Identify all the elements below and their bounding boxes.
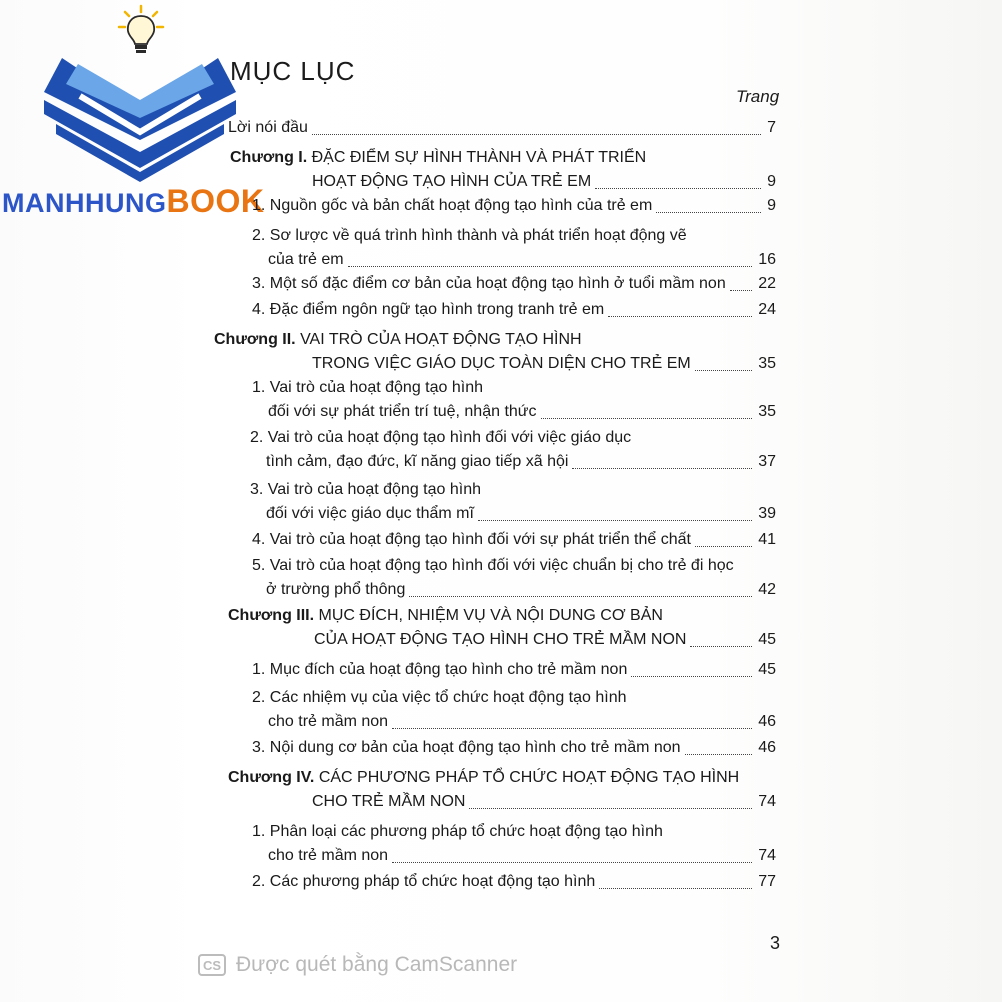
- chapter-heading: [228, 768, 776, 788]
- scanner-watermark: [198, 953, 517, 977]
- open-book-icon: [44, 58, 236, 182]
- toc-page-number: 16: [758, 251, 776, 268]
- toc-page-number: 42: [758, 581, 776, 598]
- toc-entry-title-continued: HOẠT ĐỘNG TẠO HÌNH CỦA TRẺ EM: [312, 173, 592, 190]
- dotted-leader: [690, 646, 752, 647]
- toc-entry-title: 2. Các phương pháp tổ chức hoạt động tạo hình: [252, 873, 596, 890]
- toc-entry-title: 2. Vai trò của hoạt động tạo hình đối với việc giáo dục: [250, 429, 632, 446]
- toc-entry: [252, 196, 776, 216]
- toc-entry: [252, 274, 776, 294]
- toc-entry: [252, 378, 776, 398]
- toc-page-number: 77: [758, 873, 776, 890]
- dotted-leader: [695, 370, 752, 371]
- toc-page-number: 35: [758, 355, 776, 372]
- toc-entry-title: 5. Vai trò của hoạt động tạo hình đối với việc chuẩn bị cho trẻ đi học: [252, 557, 734, 574]
- toc-entry-title: 1. Phân loại các phương pháp tổ chức hoạt động tạo hình: [252, 823, 663, 840]
- toc-entry: [250, 428, 776, 448]
- toc-entry: [252, 226, 776, 246]
- toc-entry-title-continued: đối với việc giáo dục thẩm mĩ: [266, 505, 474, 522]
- toc-entry-title: VAI TRÒ CỦA HOẠT ĐỘNG TẠO HÌNH: [300, 331, 582, 348]
- chapter-heading: [228, 606, 776, 626]
- toc-entry-title: 2. Sơ lược về quá trình hình thành và phát triển hoạt động vẽ: [252, 227, 687, 244]
- toc-entry-title: 1. Vai trò của hoạt động tạo hình: [252, 379, 483, 396]
- toc-entry: [252, 530, 776, 550]
- chapter-label: Chương III.: [228, 607, 319, 624]
- chapter-heading: [230, 148, 776, 168]
- toc-entry-continuation: [266, 504, 776, 524]
- toc-entry-continuation: [266, 452, 776, 472]
- dotted-leader: [572, 468, 752, 469]
- toc-entry-continuation: [312, 354, 776, 374]
- toc-entry-title-continued: đối với sự phát triển trí tuệ, nhận thức: [268, 403, 537, 420]
- toc-entry-title: 2. Các nhiệm vụ của việc tổ chức hoạt động tạo hình: [252, 689, 627, 706]
- toc-entry-continuation: [268, 846, 776, 866]
- toc-page-number: 22: [758, 275, 776, 292]
- brand-name-part2: BOOK: [166, 183, 265, 219]
- dotted-leader: [599, 888, 752, 889]
- toc-entry-title-continued: tình cảm, đạo đức, kĩ năng giao tiếp xã hội: [266, 453, 569, 470]
- toc-entry-title: MỤC ĐÍCH, NHIỆM VỤ VÀ NỘI DUNG CƠ BẢN: [318, 607, 663, 624]
- dotted-leader: [730, 290, 752, 291]
- toc-page-number: 9: [767, 197, 776, 214]
- toc-page-number: 46: [758, 713, 776, 730]
- toc-entry-continuation: [266, 580, 776, 600]
- toc-entry: [252, 556, 776, 576]
- dotted-leader: [695, 546, 752, 547]
- page-column-label: Trang: [736, 87, 780, 106]
- toc-entry: [250, 480, 776, 500]
- toc-entry-title-continued: TRONG VIỆC GIÁO DỤC TOÀN DIỆN CHO TRẺ EM: [312, 355, 691, 372]
- toc-entry-title: 4. Vai trò của hoạt động tạo hình đối với sự phát triển thể chất: [252, 531, 691, 548]
- toc-entry-continuation: [268, 712, 776, 732]
- chapter-heading: [214, 330, 776, 350]
- toc-entry: [252, 822, 776, 842]
- chapter-label: Chương I.: [230, 149, 312, 166]
- toc-page-number: 9: [767, 173, 776, 190]
- dotted-leader: [348, 266, 753, 267]
- toc-entry-continuation: [268, 402, 776, 422]
- toc-page-number: 45: [758, 631, 776, 648]
- dotted-leader: [608, 316, 752, 317]
- toc-entry: [252, 872, 776, 892]
- toc-page-number: 39: [758, 505, 776, 522]
- dotted-leader: [595, 188, 761, 189]
- camscanner-icon: CS: [198, 954, 226, 976]
- toc-entry-title-continued: CHO TRẺ MẦM NON: [312, 793, 466, 810]
- toc-entry-title: 3. Một số đặc điểm cơ bản của hoạt động tạo hình ở tuổi mầm non: [252, 275, 726, 292]
- lightbulb-icon: [119, 6, 163, 53]
- toc-entry-title: ĐẶC ĐIỂM SỰ HÌNH THÀNH VÀ PHÁT TRIỂN: [311, 149, 647, 166]
- dotted-leader: [312, 134, 761, 135]
- toc-entry: [252, 688, 776, 708]
- dotted-leader: [392, 728, 752, 729]
- toc-entry-continuation: [312, 792, 776, 812]
- dotted-leader: [392, 862, 752, 863]
- dotted-leader: [656, 212, 761, 213]
- toc-entry: [252, 738, 776, 758]
- toc-entry-title-continued: cho trẻ mầm non: [268, 847, 389, 864]
- toc-page-number: 74: [758, 847, 776, 864]
- chapter-label: Chương II.: [214, 331, 301, 348]
- toc-page-number: 35: [758, 403, 776, 420]
- toc-entry-title: 3. Nội dung cơ bản của hoạt động tạo hình cho trẻ mầm non: [252, 739, 681, 756]
- toc-entry-title: 1. Mục đích của hoạt động tạo hình cho trẻ mầm non: [252, 661, 628, 678]
- toc-entry-title: 1. Nguồn gốc và bản chất hoạt động tạo hình của trẻ em: [252, 197, 653, 214]
- toc-entry-title: 4. Đặc điểm ngôn ngữ tạo hình trong tranh trẻ em: [252, 301, 605, 318]
- toc-entry-title-continued: của trẻ em: [268, 251, 344, 268]
- dotted-leader: [469, 808, 752, 809]
- toc-entry-continuation: [312, 172, 776, 192]
- dotted-leader: [409, 596, 752, 597]
- brand-name-part1: MANHHUNG: [2, 188, 167, 218]
- toc-page-number: 41: [758, 531, 776, 548]
- toc-page-number: 45: [758, 661, 776, 678]
- brand-name: [2, 183, 264, 220]
- toc-entry-title: 3. Vai trò của hoạt động tạo hình: [250, 481, 481, 498]
- dotted-leader: [541, 418, 753, 419]
- toc-entry-continuation: [268, 250, 776, 270]
- dotted-leader: [685, 754, 753, 755]
- toc-entry: [252, 660, 776, 680]
- toc-entry: [252, 300, 776, 320]
- toc-page-number: 37: [758, 453, 776, 470]
- page-number: 3: [770, 933, 781, 953]
- toc-entry-title: Lời nói đầu: [228, 119, 308, 136]
- toc-entry: [228, 118, 776, 138]
- dotted-leader: [478, 520, 752, 521]
- toc-entry-title-continued: cho trẻ mầm non: [268, 713, 389, 730]
- toc-title: MỤC LỤC: [230, 56, 356, 86]
- scanner-watermark-text: Được quét bằng CamScanner: [236, 953, 518, 976]
- toc-entry-title: CÁC PHƯƠNG PHÁP TỔ CHỨC HOẠT ĐỘNG TẠO HÌNH: [318, 769, 740, 786]
- toc-page-number: 7: [767, 119, 776, 136]
- toc-page-number: 24: [758, 301, 776, 318]
- toc-page-number: 46: [758, 739, 776, 756]
- toc-entry-title-continued: ở trường phổ thông: [266, 581, 406, 598]
- toc-entry-title-continued: CỦA HOẠT ĐỘNG TẠO HÌNH CHO TRẺ MẦM NON: [314, 631, 687, 648]
- toc-page-number: 74: [758, 793, 776, 810]
- chapter-label: Chương IV.: [228, 769, 319, 786]
- dotted-leader: [631, 676, 752, 677]
- toc-entry-continuation: [314, 630, 776, 650]
